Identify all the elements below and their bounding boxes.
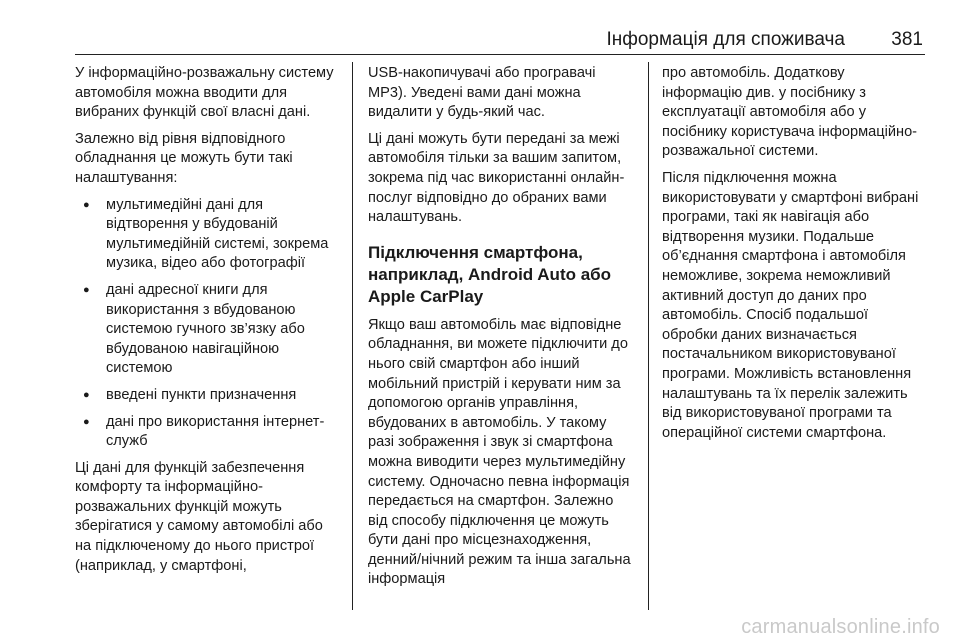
column-3 [662, 64, 927, 450]
paragraph: Після підключення можна використовувати у смартфоні вибрані програми, такі як навігація або відтворення музики. Подальше об’єднання смартфона і автомобіля неможливе, зокрема неможливий активний доступ до даних про автомобіль. Спосіб подальшої обробки даних визначається постачальником використовуваної програми. Можливість встановлення налаштувань та їх перелік залежить від використовуваної програми та операційної системи смартфона. [662, 169, 919, 441]
header-rule [75, 54, 925, 55]
column-1 [75, 64, 340, 583]
column-divider-1 [352, 62, 353, 610]
paragraph: Якщо ваш автомобіль має відповідне обладнання, ви можете підключити до нього свій смартфон або інший мобільний пристрій і керувати ним за допомогою органів управління, вбудованих в автомобіль. У такому разі зображення і звук зі смартфона можна виводити через мультимедійну систему. Одночасно певна інформація передається на смартфон. Залежно від способу підключення це можуть бути дані про місцезнаходження, денний/нічний режим та інша загальна інформація [368, 316, 631, 588]
list-item: ● дані про використання інтернет-служб [75, 413, 340, 452]
list-item: ● введені пункти призначення [75, 386, 340, 406]
paragraph: У інформаційно-розважальну систему автомобіля можна вводити для вибраних функцій свої власні дані. [75, 65, 334, 121]
bullet-list [75, 196, 340, 452]
list-item: ● дані адресної книги для використання з вбудованою системою гучного зв’язку або вбудованою навігаційною системою [75, 281, 340, 379]
paragraph: Залежно від рівня відповідного обладнання це можуть бути такі налаштування: [75, 130, 293, 186]
section-heading: Підключення смартфона, наприклад, Android Auto або Apple CarPlay [368, 242, 612, 306]
paragraph: Ці дані можуть бути передані за межі автомобіля тільки за вашим запитом, зокрема під час використанні онлайн-послуг відповідно до обраних вами налаштувань. [368, 130, 625, 226]
paragraph: про автомобіль. Додаткову інформацію див. у посібнику з експлуатації автомобіля або у посібнику користувача інформаційно-розважальної системи. [662, 65, 918, 160]
column-2 [368, 64, 636, 597]
list-item: ● мультимедійні дані для відтворення у вбудованій мультимедійній системі, зокрема музика, відео або фотографії [75, 196, 340, 274]
paragraph: Ці дані для функцій забезпечення комфорту та інформаційно-розважальних функцій можуть зберігатися у самому автомобілі або на підключеному до нього пристрої (наприклад, у смартфоні, [75, 459, 323, 574]
page-header [75, 28, 925, 54]
paragraph: USB-накопичувачі або програвачі MP3). Уведені вами дані можна видалити у будь-який час. [368, 65, 596, 121]
column-divider-2 [648, 62, 649, 610]
watermark: carmanualsonline.info [741, 616, 940, 638]
page-title: Інформація для споживача [606, 29, 845, 50]
page-number: 381 [891, 29, 923, 50]
